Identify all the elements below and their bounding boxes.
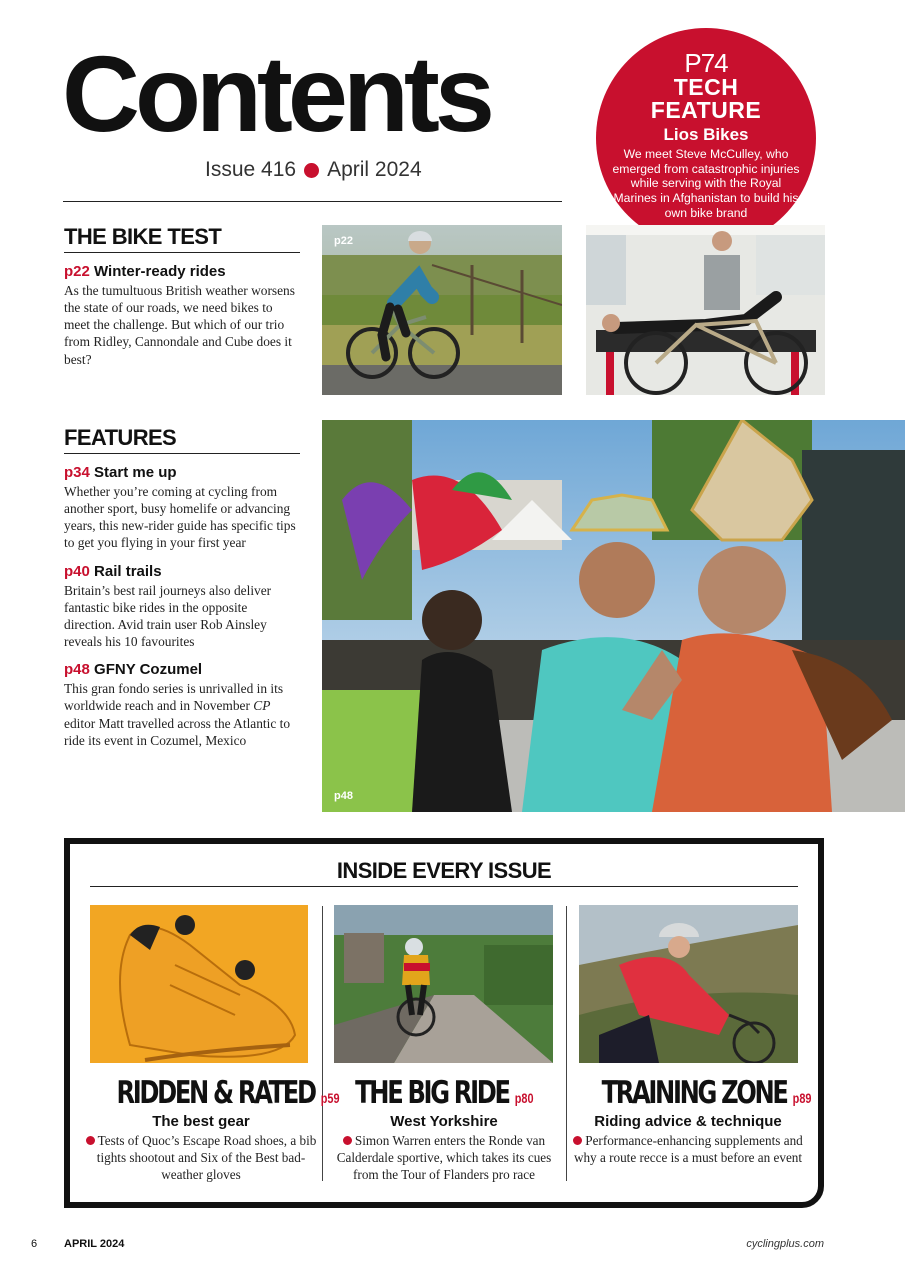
item-title-text: Start me up bbox=[94, 464, 177, 481]
column-title-text: RIDDEN & RATED bbox=[116, 1075, 315, 1111]
feature-item-body: Whether you’re coming at cycling from another sport, busy homelife or advancing years, this new-rider guide has specific tips to get you flying in your first year bbox=[64, 484, 296, 551]
column-title bbox=[116, 1075, 340, 1111]
header-divider bbox=[63, 201, 562, 202]
red-bullet bbox=[343, 1136, 352, 1145]
column-divider bbox=[566, 906, 567, 1181]
column-body-text: Tests of Quoc’s Escape Road shoes, a bib tights shootout and Six of the Best bad-weather gloves bbox=[96, 1133, 317, 1183]
page-ref: p40 bbox=[64, 562, 90, 580]
magazine-abbrev: CP bbox=[253, 698, 271, 714]
bike-test-section bbox=[64, 224, 300, 368]
features-heading: FEATURES bbox=[64, 425, 300, 454]
issue-line bbox=[205, 158, 422, 182]
shoe-photo[interactable] bbox=[90, 905, 308, 1063]
bike-test-item-title bbox=[64, 263, 300, 280]
red-bullet bbox=[573, 1136, 582, 1145]
bike-test-item[interactable] bbox=[64, 263, 300, 368]
page-ref: p89 bbox=[792, 1090, 812, 1106]
feature-item-body bbox=[64, 680, 300, 749]
training-zone-column[interactable] bbox=[572, 1075, 812, 1166]
inside-every-issue-heading: INSIDE EVERY ISSUE bbox=[336, 858, 552, 883]
page-ref: p59 bbox=[320, 1090, 340, 1106]
feature-item[interactable] bbox=[64, 464, 300, 552]
tech-feature-photo[interactable] bbox=[586, 225, 825, 395]
page-number: 6 bbox=[31, 1238, 38, 1250]
column-body bbox=[85, 1132, 317, 1183]
feature-item-title bbox=[64, 661, 300, 678]
column-subtitle: Riding advice & technique bbox=[594, 1113, 782, 1130]
page-ref: p34 bbox=[64, 464, 90, 481]
photo-page-label: p22 bbox=[334, 235, 353, 247]
feature-item-title bbox=[64, 563, 300, 580]
photo-page-label: p48 bbox=[334, 790, 353, 802]
tech-feature-label-2: FEATURE bbox=[650, 96, 762, 123]
column-body bbox=[572, 1132, 804, 1166]
bike-test-item-body: As the tumultuous British weather worsens the state of our roads, we need bikes to meet the challenge. But which of our trio from Ridley, Cannondale and Cube does it best? bbox=[64, 283, 295, 367]
issue-date: April 2024 bbox=[327, 158, 422, 181]
tech-feature-brand: Lios Bikes bbox=[663, 124, 749, 144]
gfny-cozumel-photo[interactable] bbox=[322, 420, 905, 812]
big-ride-photo[interactable] bbox=[334, 905, 553, 1063]
feature-item[interactable] bbox=[64, 563, 300, 651]
red-dot-separator bbox=[304, 163, 319, 178]
page-title: Contents bbox=[62, 33, 490, 154]
page-ref: p48 bbox=[64, 661, 90, 679]
tech-feature-label-1: TECH bbox=[673, 74, 739, 100]
column-title bbox=[354, 1075, 534, 1111]
column-body bbox=[328, 1132, 560, 1183]
item-title-text: GFNY Cozumel bbox=[94, 661, 203, 679]
column-title-text: TRAINING ZONE bbox=[601, 1075, 787, 1111]
feature-item-body: Britain’s best rail journeys also deliver fantastic bike rides in the opposite direction. Avid train user Rob Ainsley reveals his 10 favourites bbox=[64, 582, 272, 650]
footer-website[interactable]: cyclingplus.com bbox=[746, 1238, 824, 1250]
column-subtitle: The best gear bbox=[152, 1113, 250, 1130]
item-title-text: Rail trails bbox=[94, 562, 162, 580]
tech-feature-description: We meet Steve McCulley, who emerged from catastrophic injuries while serving with the Royal Marines in Afghanistan to build his own bike brand bbox=[612, 146, 800, 221]
page-ref: p80 bbox=[514, 1090, 534, 1106]
column-title-text: THE BIG RIDE bbox=[354, 1075, 509, 1111]
tech-feature-badge[interactable] bbox=[596, 28, 816, 248]
red-bullet bbox=[86, 1136, 95, 1145]
page-ref: p22 bbox=[64, 263, 90, 280]
body-text: This gran fondo series is unrivalled in its worldwide reach and in November bbox=[64, 681, 284, 714]
training-zone-photo[interactable] bbox=[579, 905, 798, 1063]
column-body-text: Performance-enhancing supplements and why a route recce is a must before an event bbox=[573, 1133, 803, 1166]
column-body-text: Simon Warren enters the Ronde van Calderdale sportive, which takes its cues from the Tour of Flanders pro race bbox=[336, 1133, 552, 1183]
item-title-text: Winter-ready rides bbox=[94, 263, 226, 280]
feature-item-title bbox=[64, 464, 300, 481]
column-divider bbox=[322, 906, 323, 1181]
bike-test-photo[interactable] bbox=[322, 225, 562, 395]
issue-number: Issue 416 bbox=[205, 158, 297, 181]
tech-feature-page: P74 bbox=[684, 48, 728, 78]
big-ride-column[interactable] bbox=[328, 1075, 560, 1183]
column-title bbox=[601, 1075, 812, 1111]
body-text: editor Matt travelled across the Atlantic to ride its event in Cozumel, Mexico bbox=[64, 715, 291, 748]
bike-test-heading: THE BIKE TEST bbox=[64, 224, 300, 253]
features-section bbox=[64, 425, 300, 749]
footer-issue-date: APRIL 2024 bbox=[64, 1238, 125, 1250]
column-subtitle: West Yorkshire bbox=[390, 1113, 498, 1130]
inside-heading-rule bbox=[90, 886, 798, 887]
feature-item[interactable] bbox=[64, 661, 300, 749]
ridden-rated-column[interactable] bbox=[85, 1075, 340, 1183]
